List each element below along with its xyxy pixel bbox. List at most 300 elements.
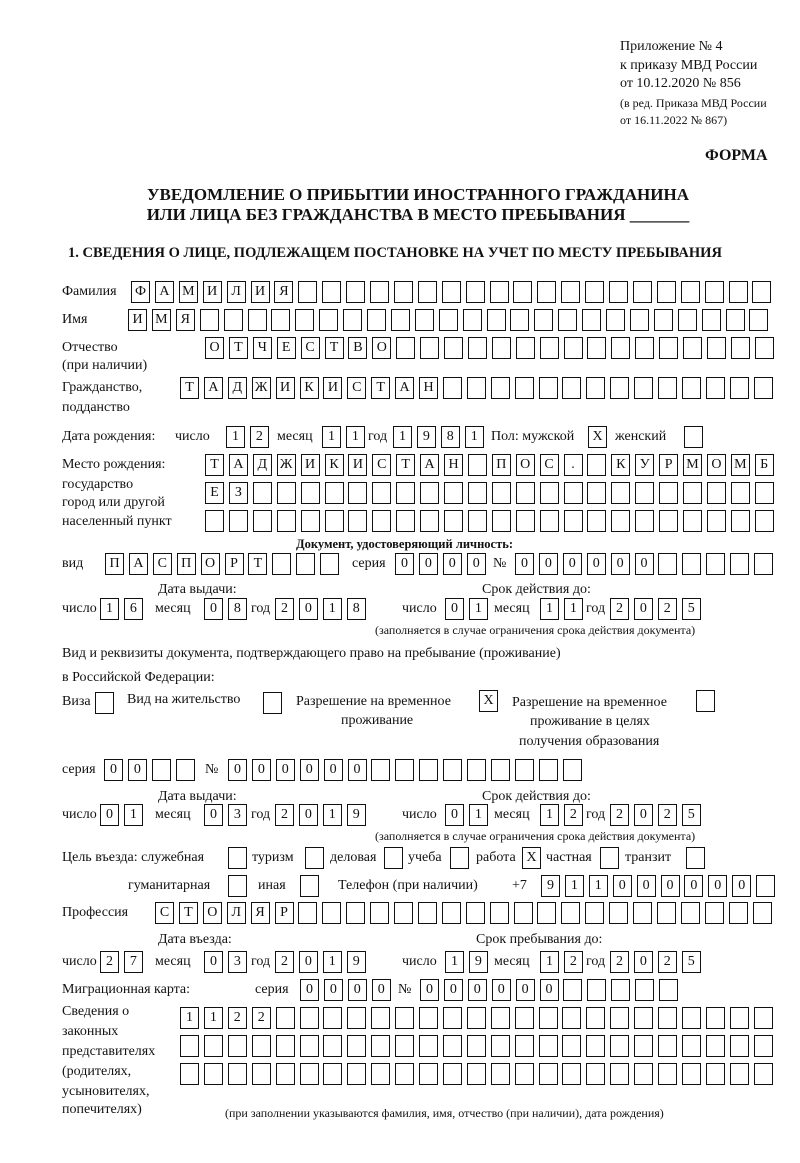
char-box[interactable]: 8 bbox=[347, 598, 366, 620]
char-box[interactable]: О bbox=[516, 454, 535, 476]
char-box[interactable] bbox=[731, 337, 750, 359]
char-box[interactable]: М bbox=[179, 281, 198, 303]
char-box[interactable] bbox=[754, 1063, 773, 1085]
char-box[interactable] bbox=[683, 337, 702, 359]
char-box[interactable]: И bbox=[301, 454, 320, 476]
char-box[interactable] bbox=[487, 309, 506, 331]
char-box[interactable] bbox=[585, 902, 604, 924]
char-box[interactable]: И bbox=[251, 281, 270, 303]
char-box[interactable] bbox=[682, 553, 701, 575]
char-box[interactable] bbox=[253, 510, 272, 532]
char-box[interactable] bbox=[539, 1063, 558, 1085]
char-box[interactable] bbox=[180, 1063, 199, 1085]
char-box[interactable]: Ж bbox=[277, 454, 296, 476]
char-box[interactable] bbox=[634, 1035, 653, 1057]
char-box[interactable] bbox=[707, 337, 726, 359]
char-box[interactable] bbox=[300, 1063, 319, 1085]
char-box[interactable] bbox=[609, 902, 628, 924]
char-box[interactable] bbox=[587, 337, 606, 359]
checkbox-box[interactable] bbox=[696, 690, 715, 712]
char-box[interactable]: 0 bbox=[204, 951, 223, 973]
char-box[interactable] bbox=[229, 510, 248, 532]
char-box[interactable] bbox=[702, 309, 721, 331]
char-box[interactable] bbox=[395, 759, 414, 781]
char-box[interactable]: 9 bbox=[417, 426, 436, 448]
char-box[interactable] bbox=[729, 281, 748, 303]
char-box[interactable] bbox=[319, 309, 338, 331]
char-box[interactable] bbox=[176, 759, 195, 781]
char-box[interactable]: 0 bbox=[611, 553, 630, 575]
char-box[interactable] bbox=[442, 902, 461, 924]
char-box[interactable] bbox=[396, 482, 415, 504]
char-box[interactable] bbox=[754, 377, 773, 399]
char-box[interactable]: 0 bbox=[635, 553, 654, 575]
char-box[interactable] bbox=[443, 377, 462, 399]
char-box[interactable] bbox=[635, 482, 654, 504]
char-box[interactable] bbox=[563, 759, 582, 781]
char-box[interactable] bbox=[301, 510, 320, 532]
char-box[interactable] bbox=[371, 1063, 390, 1085]
char-box[interactable] bbox=[730, 377, 749, 399]
char-box[interactable]: 9 bbox=[347, 951, 366, 973]
char-box[interactable] bbox=[706, 553, 725, 575]
char-box[interactable] bbox=[563, 979, 582, 1001]
char-box[interactable] bbox=[634, 1063, 653, 1085]
char-box[interactable]: А bbox=[229, 454, 248, 476]
char-box[interactable]: 1 bbox=[323, 804, 342, 826]
char-box[interactable] bbox=[325, 482, 344, 504]
char-box[interactable] bbox=[467, 1007, 486, 1029]
checkbox-box[interactable] bbox=[263, 692, 282, 714]
char-box[interactable] bbox=[562, 1007, 581, 1029]
char-box[interactable] bbox=[228, 1063, 247, 1085]
char-box[interactable] bbox=[540, 510, 559, 532]
char-box[interactable]: 1 bbox=[204, 1007, 223, 1029]
char-box[interactable]: 0 bbox=[445, 804, 464, 826]
checkbox-box[interactable] bbox=[450, 847, 469, 869]
char-box[interactable] bbox=[468, 454, 487, 476]
char-box[interactable]: Б bbox=[755, 454, 774, 476]
char-box[interactable] bbox=[444, 510, 463, 532]
char-box[interactable]: 7 bbox=[124, 951, 143, 973]
char-box[interactable]: 8 bbox=[228, 598, 247, 620]
char-box[interactable] bbox=[491, 377, 510, 399]
char-box[interactable]: С bbox=[155, 902, 174, 924]
char-box[interactable]: 0 bbox=[613, 875, 632, 897]
char-box[interactable]: 1 bbox=[540, 951, 559, 973]
char-box[interactable] bbox=[467, 759, 486, 781]
char-box[interactable] bbox=[419, 759, 438, 781]
char-box[interactable] bbox=[371, 1007, 390, 1029]
checkbox-box[interactable]: X bbox=[588, 426, 607, 448]
char-box[interactable]: 2 bbox=[610, 951, 629, 973]
char-box[interactable] bbox=[611, 337, 630, 359]
char-box[interactable]: 2 bbox=[658, 951, 677, 973]
char-box[interactable] bbox=[564, 337, 583, 359]
char-box[interactable]: 9 bbox=[347, 804, 366, 826]
char-box[interactable]: 2 bbox=[275, 598, 294, 620]
char-box[interactable]: 8 bbox=[441, 426, 460, 448]
char-box[interactable] bbox=[611, 482, 630, 504]
char-box[interactable] bbox=[658, 1063, 677, 1085]
char-box[interactable] bbox=[468, 510, 487, 532]
char-box[interactable]: 2 bbox=[610, 598, 629, 620]
char-box[interactable] bbox=[442, 281, 461, 303]
char-box[interactable] bbox=[515, 1035, 534, 1057]
char-box[interactable]: 1 bbox=[393, 426, 412, 448]
char-box[interactable]: 1 bbox=[469, 598, 488, 620]
char-box[interactable] bbox=[562, 1063, 581, 1085]
char-box[interactable] bbox=[418, 281, 437, 303]
char-box[interactable] bbox=[224, 309, 243, 331]
char-box[interactable] bbox=[348, 482, 367, 504]
char-box[interactable] bbox=[276, 1063, 295, 1085]
char-box[interactable] bbox=[586, 1063, 605, 1085]
char-box[interactable]: 0 bbox=[587, 553, 606, 575]
char-box[interactable] bbox=[276, 1035, 295, 1057]
char-box[interactable] bbox=[658, 1035, 677, 1057]
char-box[interactable] bbox=[540, 337, 559, 359]
char-box[interactable] bbox=[444, 337, 463, 359]
char-box[interactable] bbox=[610, 1007, 629, 1029]
char-box[interactable] bbox=[371, 1035, 390, 1057]
checkbox-box[interactable] bbox=[228, 847, 247, 869]
char-box[interactable]: А bbox=[395, 377, 414, 399]
char-box[interactable] bbox=[513, 281, 532, 303]
char-box[interactable]: 1 bbox=[540, 804, 559, 826]
char-box[interactable] bbox=[705, 281, 724, 303]
char-box[interactable] bbox=[419, 1063, 438, 1085]
char-box[interactable] bbox=[586, 1007, 605, 1029]
char-box[interactable]: 1 bbox=[346, 426, 365, 448]
char-box[interactable] bbox=[443, 1035, 462, 1057]
char-box[interactable] bbox=[678, 309, 697, 331]
char-box[interactable]: 0 bbox=[467, 553, 486, 575]
char-box[interactable] bbox=[659, 510, 678, 532]
char-box[interactable]: Л bbox=[227, 902, 246, 924]
char-box[interactable] bbox=[561, 902, 580, 924]
char-box[interactable]: Н bbox=[444, 454, 463, 476]
char-box[interactable]: 0 bbox=[637, 875, 656, 897]
char-box[interactable]: 0 bbox=[300, 759, 319, 781]
char-box[interactable]: А bbox=[420, 454, 439, 476]
char-box[interactable] bbox=[515, 759, 534, 781]
char-box[interactable] bbox=[492, 510, 511, 532]
char-box[interactable] bbox=[539, 377, 558, 399]
char-box[interactable] bbox=[420, 510, 439, 532]
char-box[interactable]: Р bbox=[275, 902, 294, 924]
char-box[interactable]: Ч bbox=[253, 337, 272, 359]
char-box[interactable] bbox=[395, 1007, 414, 1029]
char-box[interactable]: 1 bbox=[469, 804, 488, 826]
char-box[interactable]: 0 bbox=[100, 804, 119, 826]
char-box[interactable] bbox=[371, 759, 390, 781]
char-box[interactable] bbox=[754, 553, 773, 575]
char-box[interactable]: 0 bbox=[539, 553, 558, 575]
char-box[interactable] bbox=[467, 1035, 486, 1057]
char-box[interactable]: П bbox=[177, 553, 196, 575]
char-box[interactable]: И bbox=[323, 377, 342, 399]
char-box[interactable] bbox=[514, 902, 533, 924]
char-box[interactable] bbox=[491, 1035, 510, 1057]
char-box[interactable] bbox=[706, 377, 725, 399]
char-box[interactable] bbox=[295, 309, 314, 331]
char-box[interactable]: Т bbox=[248, 553, 267, 575]
char-box[interactable]: Я bbox=[251, 902, 270, 924]
char-box[interactable]: 2 bbox=[228, 1007, 247, 1029]
char-box[interactable]: 0 bbox=[419, 553, 438, 575]
char-box[interactable] bbox=[587, 510, 606, 532]
char-box[interactable] bbox=[516, 337, 535, 359]
char-box[interactable] bbox=[323, 1063, 342, 1085]
char-box[interactable]: А bbox=[129, 553, 148, 575]
char-box[interactable] bbox=[372, 482, 391, 504]
char-box[interactable] bbox=[516, 482, 535, 504]
char-box[interactable]: Д bbox=[228, 377, 247, 399]
char-box[interactable] bbox=[463, 309, 482, 331]
char-box[interactable]: 0 bbox=[732, 875, 751, 897]
char-box[interactable] bbox=[610, 1063, 629, 1085]
char-box[interactable]: 0 bbox=[299, 804, 318, 826]
char-box[interactable]: 5 bbox=[682, 804, 701, 826]
char-box[interactable] bbox=[630, 309, 649, 331]
char-box[interactable] bbox=[415, 309, 434, 331]
char-box[interactable] bbox=[276, 1007, 295, 1029]
char-box[interactable] bbox=[396, 510, 415, 532]
char-box[interactable]: Д bbox=[253, 454, 272, 476]
char-box[interactable] bbox=[561, 281, 580, 303]
char-box[interactable] bbox=[587, 979, 606, 1001]
char-box[interactable]: 3 bbox=[228, 951, 247, 973]
checkbox-box[interactable] bbox=[384, 847, 403, 869]
char-box[interactable]: Я bbox=[176, 309, 195, 331]
char-box[interactable]: 0 bbox=[276, 759, 295, 781]
char-box[interactable]: И bbox=[276, 377, 295, 399]
char-box[interactable] bbox=[658, 377, 677, 399]
char-box[interactable] bbox=[755, 337, 774, 359]
char-box[interactable] bbox=[658, 553, 677, 575]
char-box[interactable]: Т bbox=[229, 337, 248, 359]
char-box[interactable]: 0 bbox=[228, 759, 247, 781]
char-box[interactable]: Т bbox=[179, 902, 198, 924]
char-box[interactable]: 0 bbox=[204, 804, 223, 826]
char-box[interactable] bbox=[343, 309, 362, 331]
char-box[interactable]: . bbox=[564, 454, 583, 476]
char-box[interactable]: 2 bbox=[564, 804, 583, 826]
char-box[interactable]: П bbox=[105, 553, 124, 575]
char-box[interactable]: 0 bbox=[563, 553, 582, 575]
checkbox-box[interactable] bbox=[686, 847, 705, 869]
char-box[interactable] bbox=[367, 309, 386, 331]
checkbox-box[interactable] bbox=[95, 692, 114, 714]
char-box[interactable] bbox=[659, 482, 678, 504]
char-box[interactable] bbox=[370, 902, 389, 924]
char-box[interactable] bbox=[705, 902, 724, 924]
char-box[interactable] bbox=[301, 482, 320, 504]
char-box[interactable]: 0 bbox=[445, 598, 464, 620]
char-box[interactable]: О bbox=[372, 337, 391, 359]
char-box[interactable] bbox=[731, 510, 750, 532]
char-box[interactable] bbox=[491, 759, 510, 781]
char-box[interactable] bbox=[347, 1007, 366, 1029]
char-box[interactable]: Т bbox=[371, 377, 390, 399]
char-box[interactable]: З bbox=[229, 482, 248, 504]
char-box[interactable]: А bbox=[204, 377, 223, 399]
char-box[interactable]: 0 bbox=[420, 979, 439, 1001]
char-box[interactable]: 1 bbox=[565, 875, 584, 897]
char-box[interactable] bbox=[323, 1035, 342, 1057]
char-box[interactable] bbox=[635, 337, 654, 359]
char-box[interactable]: 1 bbox=[180, 1007, 199, 1029]
char-box[interactable]: 0 bbox=[634, 598, 653, 620]
char-box[interactable] bbox=[730, 553, 749, 575]
char-box[interactable] bbox=[635, 510, 654, 532]
char-box[interactable] bbox=[657, 281, 676, 303]
checkbox-box[interactable] bbox=[600, 847, 619, 869]
char-box[interactable]: Р bbox=[659, 454, 678, 476]
char-box[interactable] bbox=[300, 1035, 319, 1057]
char-box[interactable] bbox=[534, 309, 553, 331]
char-box[interactable]: 1 bbox=[445, 951, 464, 973]
char-box[interactable] bbox=[419, 1007, 438, 1029]
char-box[interactable] bbox=[372, 510, 391, 532]
char-box[interactable]: М bbox=[683, 454, 702, 476]
char-box[interactable] bbox=[300, 1007, 319, 1029]
char-box[interactable] bbox=[659, 337, 678, 359]
char-box[interactable] bbox=[272, 553, 291, 575]
char-box[interactable]: 0 bbox=[348, 979, 367, 1001]
char-box[interactable] bbox=[726, 309, 745, 331]
char-box[interactable] bbox=[585, 281, 604, 303]
char-box[interactable] bbox=[298, 281, 317, 303]
char-box[interactable]: С bbox=[301, 337, 320, 359]
char-box[interactable] bbox=[634, 1007, 653, 1029]
char-box[interactable]: 1 bbox=[564, 598, 583, 620]
char-box[interactable]: Н bbox=[419, 377, 438, 399]
char-box[interactable]: О bbox=[205, 337, 224, 359]
char-box[interactable] bbox=[490, 281, 509, 303]
char-box[interactable]: Л bbox=[227, 281, 246, 303]
char-box[interactable] bbox=[370, 281, 389, 303]
char-box[interactable] bbox=[322, 902, 341, 924]
char-box[interactable]: О bbox=[201, 553, 220, 575]
char-box[interactable]: 0 bbox=[684, 875, 703, 897]
char-box[interactable] bbox=[325, 510, 344, 532]
char-box[interactable] bbox=[586, 377, 605, 399]
char-box[interactable] bbox=[515, 1063, 534, 1085]
char-box[interactable] bbox=[731, 482, 750, 504]
char-box[interactable] bbox=[754, 1035, 773, 1057]
char-box[interactable]: 0 bbox=[104, 759, 123, 781]
char-box[interactable]: О bbox=[203, 902, 222, 924]
char-box[interactable]: 1 bbox=[323, 598, 342, 620]
char-box[interactable]: 1 bbox=[100, 598, 119, 620]
char-box[interactable]: 0 bbox=[634, 951, 653, 973]
char-box[interactable]: 1 bbox=[323, 951, 342, 973]
char-box[interactable] bbox=[298, 902, 317, 924]
char-box[interactable] bbox=[707, 510, 726, 532]
char-box[interactable] bbox=[395, 1063, 414, 1085]
checkbox-box[interactable] bbox=[305, 847, 324, 869]
char-box[interactable] bbox=[444, 482, 463, 504]
char-box[interactable]: К bbox=[325, 454, 344, 476]
checkbox-box[interactable]: X bbox=[479, 690, 498, 712]
char-box[interactable] bbox=[204, 1035, 223, 1057]
char-box[interactable]: М bbox=[731, 454, 750, 476]
char-box[interactable] bbox=[491, 1063, 510, 1085]
char-box[interactable]: 2 bbox=[275, 951, 294, 973]
char-box[interactable]: И bbox=[203, 281, 222, 303]
char-box[interactable] bbox=[753, 902, 772, 924]
char-box[interactable]: М bbox=[152, 309, 171, 331]
char-box[interactable] bbox=[681, 902, 700, 924]
char-box[interactable]: О bbox=[707, 454, 726, 476]
char-box[interactable]: 1 bbox=[322, 426, 341, 448]
char-box[interactable] bbox=[730, 1007, 749, 1029]
char-box[interactable]: Е bbox=[205, 482, 224, 504]
char-box[interactable]: Т bbox=[205, 454, 224, 476]
char-box[interactable]: 0 bbox=[324, 759, 343, 781]
char-box[interactable] bbox=[634, 377, 653, 399]
char-box[interactable]: К bbox=[611, 454, 630, 476]
char-box[interactable]: 0 bbox=[443, 553, 462, 575]
char-box[interactable] bbox=[682, 1007, 701, 1029]
char-box[interactable] bbox=[756, 875, 775, 897]
char-box[interactable] bbox=[564, 510, 583, 532]
char-box[interactable]: Т bbox=[180, 377, 199, 399]
char-box[interactable] bbox=[755, 482, 774, 504]
char-box[interactable] bbox=[394, 281, 413, 303]
char-box[interactable] bbox=[586, 1035, 605, 1057]
char-box[interactable]: В bbox=[348, 337, 367, 359]
char-box[interactable]: 1 bbox=[124, 804, 143, 826]
char-box[interactable] bbox=[659, 979, 678, 1001]
char-box[interactable]: Т bbox=[396, 454, 415, 476]
char-box[interactable]: 3 bbox=[228, 804, 247, 826]
char-box[interactable]: 1 bbox=[540, 598, 559, 620]
char-box[interactable] bbox=[443, 1007, 462, 1029]
char-box[interactable]: 0 bbox=[324, 979, 343, 1001]
char-box[interactable]: С bbox=[540, 454, 559, 476]
char-box[interactable] bbox=[490, 902, 509, 924]
char-box[interactable]: 0 bbox=[708, 875, 727, 897]
char-box[interactable] bbox=[755, 510, 774, 532]
char-box[interactable] bbox=[682, 1063, 701, 1085]
char-box[interactable] bbox=[467, 1063, 486, 1085]
char-box[interactable] bbox=[468, 337, 487, 359]
char-box[interactable]: 9 bbox=[469, 951, 488, 973]
char-box[interactable] bbox=[492, 337, 511, 359]
char-box[interactable] bbox=[492, 482, 511, 504]
char-box[interactable] bbox=[562, 377, 581, 399]
char-box[interactable]: 6 bbox=[124, 598, 143, 620]
char-box[interactable] bbox=[558, 309, 577, 331]
char-box[interactable] bbox=[394, 902, 413, 924]
char-box[interactable] bbox=[706, 1063, 725, 1085]
char-box[interactable] bbox=[564, 482, 583, 504]
char-box[interactable] bbox=[752, 281, 771, 303]
char-box[interactable] bbox=[681, 281, 700, 303]
char-box[interactable] bbox=[420, 337, 439, 359]
char-box[interactable] bbox=[491, 1007, 510, 1029]
char-box[interactable]: 0 bbox=[348, 759, 367, 781]
char-box[interactable] bbox=[707, 482, 726, 504]
char-box[interactable] bbox=[443, 1063, 462, 1085]
char-box[interactable] bbox=[633, 902, 652, 924]
char-box[interactable] bbox=[347, 1063, 366, 1085]
char-box[interactable]: И bbox=[128, 309, 147, 331]
char-box[interactable] bbox=[228, 1035, 247, 1057]
